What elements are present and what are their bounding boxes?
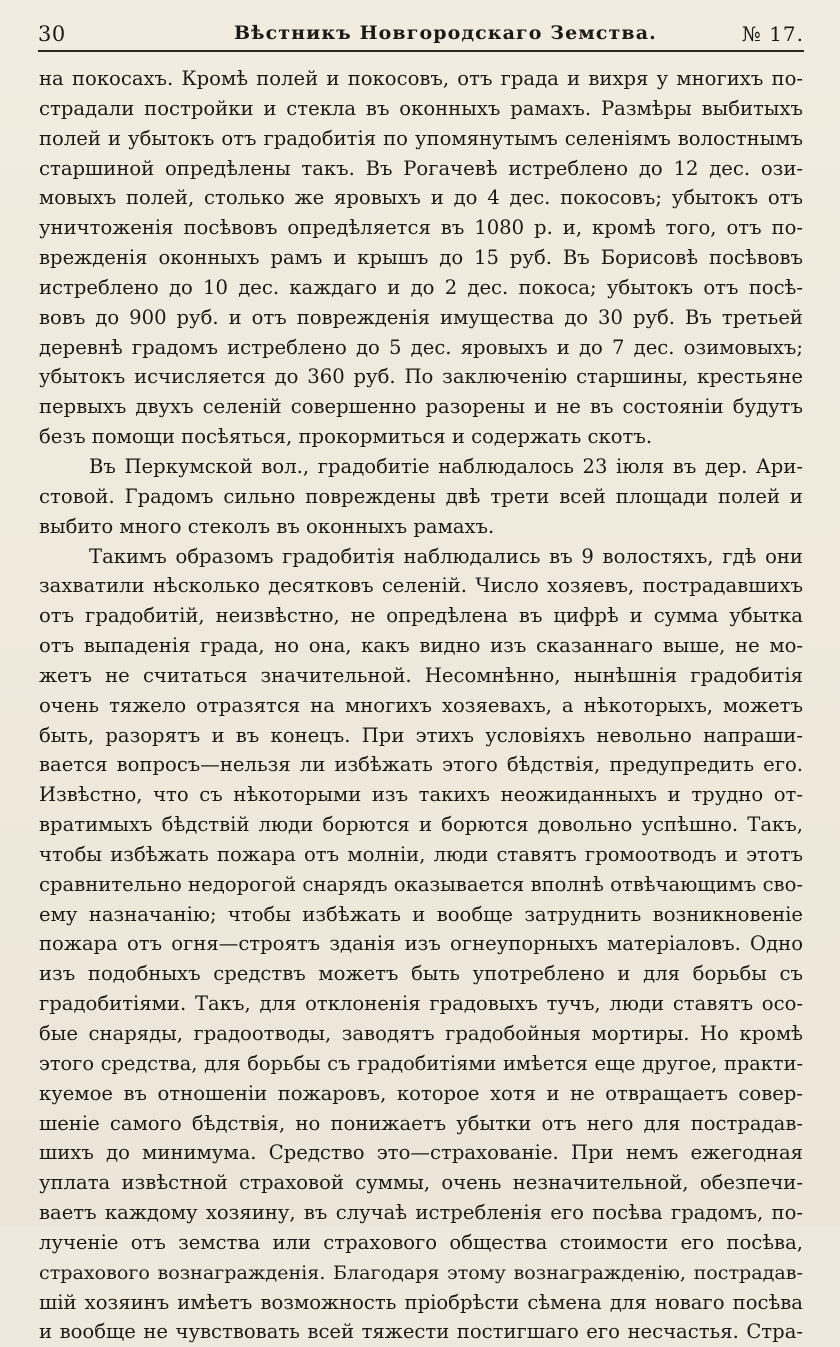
text-line: убытокъ исчисляется до 360 руб. По заключенію старшины, крестьяне — [39, 365, 803, 389]
text-line: этого средства, для борьбы съ градобитіями имѣется еще другое, практи- — [39, 1051, 803, 1075]
text-line: вратимыхъ бѣдствій люди борются и борются довольно успѣшно. Такъ, — [39, 813, 803, 837]
journal-title: Вѣстникъ Новгородскаго Земства. — [234, 22, 657, 44]
text-line: захватили нѣсколько десятковъ селеній. Число хозяевъ, пострадавшихъ — [39, 574, 803, 598]
text-line: ваетъ каждому хозяину, въ случаѣ истребленія его посѣва градомъ, по- — [39, 1201, 803, 1225]
text-line: страдали постройки и стекла въ оконныхъ рамахъ. Размѣры выбитыхъ — [39, 96, 803, 120]
text-line: сравнительно недорогой снарядъ оказывается вполнѣ отвѣчающимъ сво- — [39, 872, 803, 896]
text-line: старшиной опредѣлены такъ. Въ Рогачевѣ истреблено до 12 дес. ози- — [39, 156, 803, 180]
text-line: очень тяжело отразятся на многихъ хозяевахъ, а нѣкоторыхъ, можетъ — [39, 693, 803, 717]
article-body — [39, 64, 803, 1347]
text-line: чтобы избѣжать пожара отъ молніи, люди ставятъ громоотводъ и этотъ — [39, 842, 803, 866]
text-line: шихъ до минимума. Средство это—страхованіе. При немъ ежегодная — [39, 1141, 803, 1165]
text-line: отъ градобитій, неизвѣстно, не опредѣлена въ цифрѣ и сумма убытка — [39, 604, 803, 628]
page-header — [38, 20, 804, 48]
page-number: 30 — [38, 22, 66, 46]
text-line: ему назначанію; чтобы избѣжать и вообще затруднить возникновеніе — [39, 902, 803, 926]
paragraph-end-line: безъ помощи посѣяться, прокормиться и содержать скотъ. — [39, 425, 653, 449]
text-line: жетъ не считаться значительной. Несомнѣнно, нынѣшнія градобитія — [39, 663, 803, 687]
text-line: деревнѣ градомъ истреблено до 5 дес. яровыхъ и до 7 дес. озимовыхъ; — [39, 335, 803, 359]
text-line: и вообще не чувствовать всей тяжести постигшаго его несчастья. Стра- — [39, 1320, 803, 1344]
issue-number: № 17. — [741, 22, 804, 46]
text-line: полей и убытокъ отъ градобитія по упомянутымъ селеніямъ волостнымъ — [39, 126, 803, 150]
text-line: шій хозяинъ имѣетъ возможность пріобрѣсти сѣмена для новаго посѣва — [39, 1290, 803, 1314]
text-line: шеніе самого бѣдствія, но понижаетъ убытки отъ него для пострадав- — [39, 1111, 803, 1135]
text-line: быть, разорятъ и въ конецъ. При этихъ условіяхъ невольно напраши- — [39, 723, 803, 747]
text-line: истреблено до 10 дес. каждаго и до 2 дес. покоса; убытокъ отъ посѣ- — [39, 275, 803, 299]
text-line: бые снаряды, градоотводы, заводятъ градобойныя мортиры. Но кромѣ — [39, 1022, 803, 1045]
paragraph-start-line: Въ Перкумской вол., градобитіе наблюдалось 23 іюля въ дер. Ари- — [89, 454, 803, 478]
text-line: первыхъ двухъ селеній совершенно разорены и не въ состояніи будутъ — [39, 395, 803, 419]
text-line: страхового вознагражденія. Благодаря этому вознагражденію, пострадав- — [39, 1260, 803, 1284]
text-line: мовыхъ полей, столько же яровыхъ и до 4 дес. покосовъ; убытокъ отъ — [39, 186, 803, 210]
text-line: уничтоженія посѣвовъ опредѣляется въ 1080 р. и, кромѣ того, отъ по- — [39, 216, 803, 240]
header-divider — [38, 50, 804, 52]
text-line: врежденія оконныхъ рамъ и крышъ до 15 руб. Въ Борисовѣ посѣвовъ — [39, 246, 803, 270]
text-line: изъ подобныхъ средствъ можетъ быть употреблено и для борьбы съ — [39, 962, 803, 986]
text-line: стовой. Градомъ сильно повреждены двѣ трети всей площади полей и — [39, 484, 803, 508]
text-line: куемое въ отношеніи пожаровъ, которое хотя и не отвращаетъ совер- — [39, 1081, 803, 1105]
text-line: на покосахъ. Кромѣ полей и покосовъ, отъ града и вихря у многихъ по- — [39, 67, 803, 90]
text-line: пожара отъ огня—строятъ зданія изъ огнеупорныхъ матеріаловъ. Одно — [39, 932, 803, 956]
paragraph-end-line: выбито много стеколъ въ оконныхъ рамахъ. — [39, 514, 495, 538]
paragraph-start-line: Такимъ образомъ градобитія наблюдались въ 9 волостяхъ, гдѣ они — [89, 544, 803, 568]
text-line: уплата извѣстной страховой суммы, очень незначительной, обезпечи- — [39, 1171, 803, 1195]
text-line: градобитіями. Такъ, для отклоненія градовыхъ тучъ, люди ставятъ осо- — [39, 992, 803, 1016]
text-line: Извѣстно, что съ нѣкоторыми изъ такихъ неожиданныхъ и трудно от- — [39, 783, 803, 807]
text-line: отъ выпаденія града, но она, какъ видно изъ сказаннаго выше, не мо- — [39, 634, 803, 658]
text-line: лученіе отъ земства или страхового общества стоимости его посѣва, — [39, 1230, 803, 1254]
text-line: вается вопросъ—нельзя ли избѣжать этого бѣдствія, предупредить его. — [39, 753, 803, 777]
text-line: вовъ до 900 руб. и отъ поврежденія имущества до 30 руб. Въ третьей — [39, 305, 803, 329]
